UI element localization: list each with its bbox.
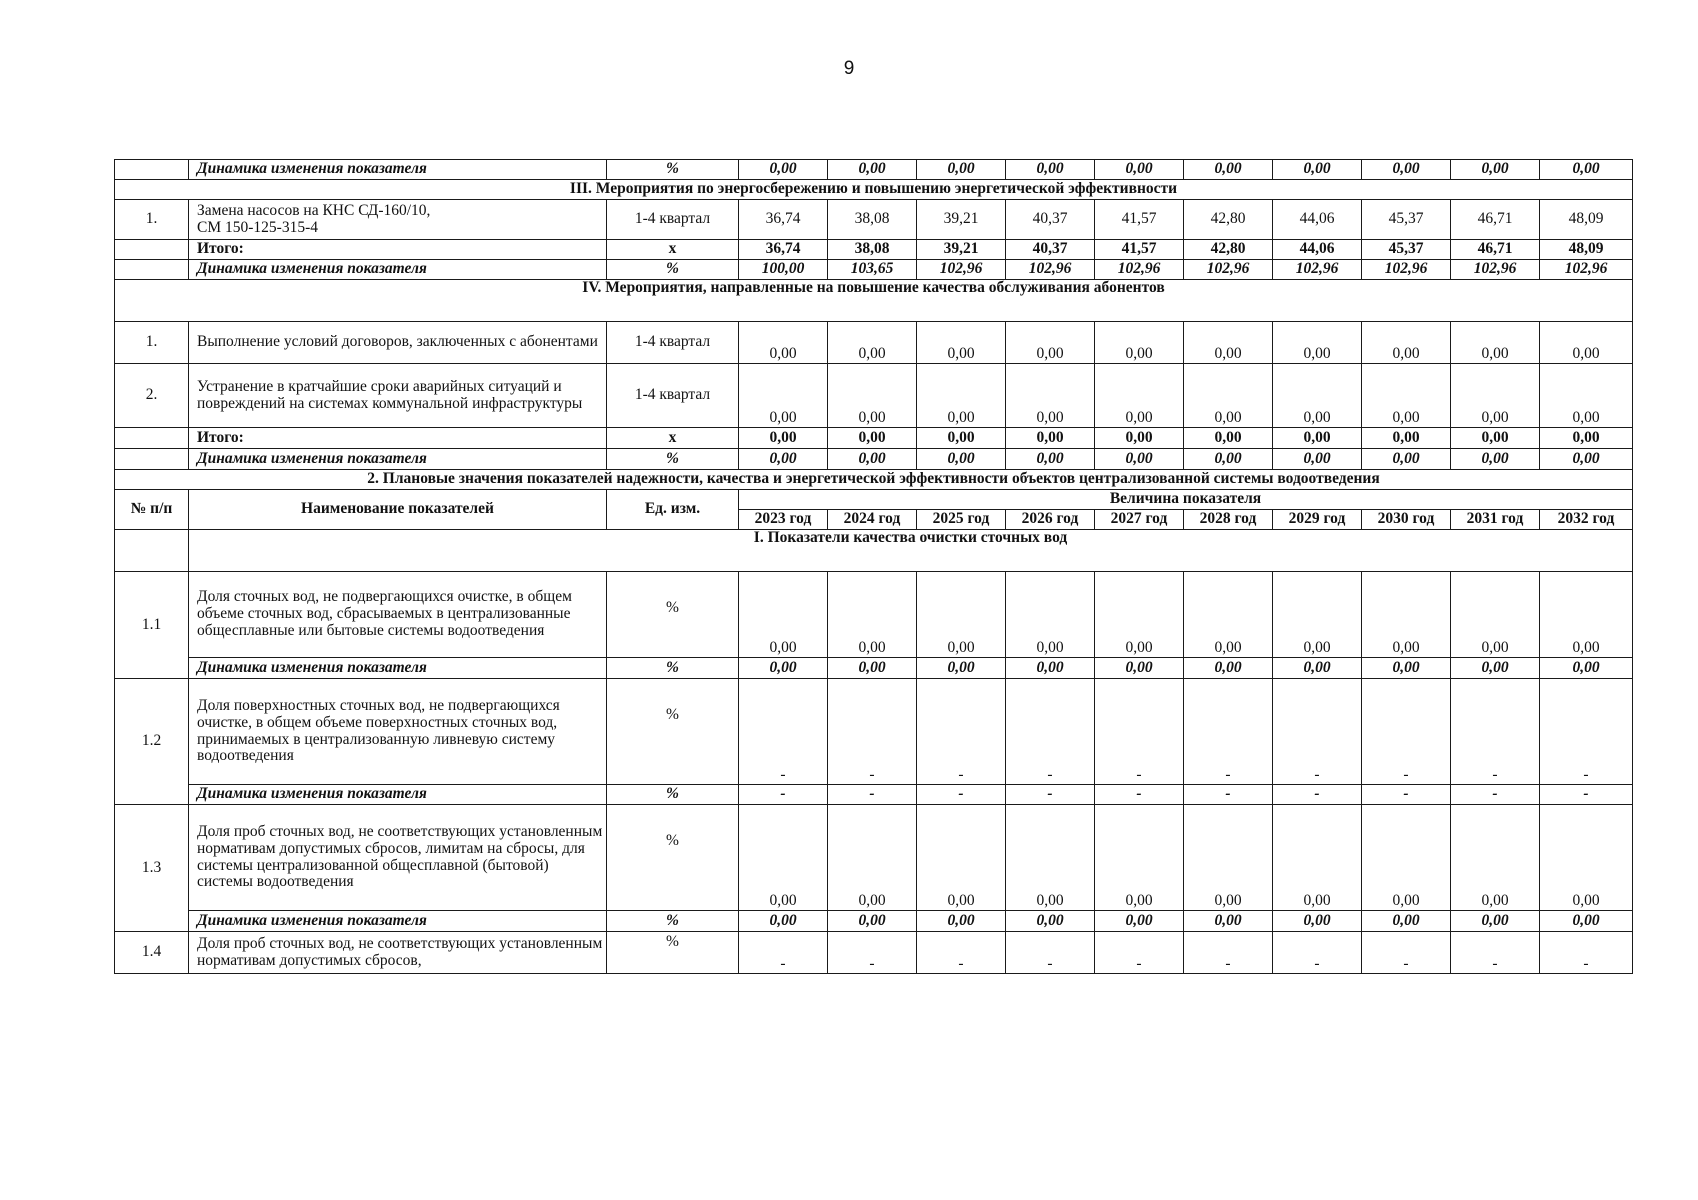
value-cell: 0,00 bbox=[917, 572, 1006, 658]
indicator-name: Доля проб сточных вод, не соответствующих установленным нормативам допустимых сбросов, лимитам на сбросы, для системы централизованной общесплавной (бытовой) системы водоотведения bbox=[189, 805, 607, 911]
unit-cell: 1-4 квартал bbox=[607, 200, 739, 240]
value-cell: 0,00 bbox=[1362, 160, 1451, 180]
value-cell: 41,57 bbox=[1095, 200, 1184, 240]
value-cell: 0,00 bbox=[739, 428, 828, 449]
year-header-cell: 2029 год bbox=[1273, 510, 1362, 530]
value-cell: 0,00 bbox=[1006, 449, 1095, 470]
value-cell: - bbox=[1362, 785, 1451, 805]
value-cell: 0,00 bbox=[1362, 572, 1451, 658]
page-number: 9 bbox=[843, 58, 855, 79]
value-cell: 100,00 bbox=[739, 260, 828, 280]
indicator-name: Доля проб сточных вод, не соответствующих установленным нормативам допустимых сбросов, bbox=[189, 932, 607, 974]
value-cell: 0,00 bbox=[917, 658, 1006, 679]
value-cell: 0,00 bbox=[739, 364, 828, 428]
value-cell: 0,00 bbox=[1006, 658, 1095, 679]
value-cell: 0,00 bbox=[828, 805, 917, 911]
value-cell: - bbox=[1095, 932, 1184, 974]
value-cell: - bbox=[1451, 785, 1540, 805]
value-cell: 0,00 bbox=[1006, 364, 1095, 428]
value-cell: - bbox=[1006, 932, 1095, 974]
value-cell: 102,96 bbox=[1540, 260, 1633, 280]
dynamics-label: Динамика изменения показателя bbox=[189, 785, 607, 805]
value-cell: 0,00 bbox=[828, 658, 917, 679]
value-cell: 0,00 bbox=[1540, 805, 1633, 911]
value-cell: 0,00 bbox=[1095, 572, 1184, 658]
value-cell: - bbox=[1451, 679, 1540, 785]
value-cell: 102,96 bbox=[1006, 260, 1095, 280]
value-cell: - bbox=[1540, 932, 1633, 974]
part-title-row bbox=[115, 470, 1633, 490]
value-cell: 0,00 bbox=[739, 805, 828, 911]
measure-row bbox=[115, 364, 1633, 428]
indicator-row bbox=[115, 679, 1633, 785]
value-cell: 0,00 bbox=[828, 572, 917, 658]
value-cell: 42,80 bbox=[1184, 200, 1273, 240]
indicator-name: Выполнение условий договоров, заключенных с абонентами bbox=[189, 322, 607, 364]
value-cell: 41,57 bbox=[1095, 240, 1184, 260]
value-cell: 0,00 bbox=[1184, 911, 1273, 932]
value-cell: 102,96 bbox=[1273, 260, 1362, 280]
unit-cell: % bbox=[607, 572, 739, 658]
value-cell: 0,00 bbox=[1006, 572, 1095, 658]
value-cell: 0,00 bbox=[1362, 805, 1451, 911]
unit-cell: % bbox=[607, 932, 739, 974]
value-cell: 0,00 bbox=[1540, 911, 1633, 932]
value-cell: 0,00 bbox=[1184, 805, 1273, 911]
value-cell: 0,00 bbox=[739, 160, 828, 180]
value-cell: 0,00 bbox=[1184, 322, 1273, 364]
dynamics-row bbox=[115, 260, 1633, 280]
value-cell: 0,00 bbox=[1095, 449, 1184, 470]
value-cell: 36,74 bbox=[739, 240, 828, 260]
value-cell: 0,00 bbox=[739, 449, 828, 470]
value-cell: - bbox=[917, 679, 1006, 785]
value-cell: 0,00 bbox=[1451, 160, 1540, 180]
value-cell: - bbox=[739, 679, 828, 785]
value-cell: 44,06 bbox=[1273, 200, 1362, 240]
value-cell: 0,00 bbox=[1184, 160, 1273, 180]
value-cell: - bbox=[739, 932, 828, 974]
year-header-cell: 2031 год bbox=[1451, 510, 1540, 530]
dynamics-label: Динамика изменения показателя bbox=[189, 658, 607, 679]
value-cell: 0,00 bbox=[1451, 911, 1540, 932]
value-cell: 48,09 bbox=[1540, 240, 1633, 260]
value-cell: 0,00 bbox=[1273, 911, 1362, 932]
value-cell: 48,09 bbox=[1540, 200, 1633, 240]
value-cell: 0,00 bbox=[1540, 322, 1633, 364]
value-cell: 0,00 bbox=[1362, 364, 1451, 428]
value-cell: 45,37 bbox=[1362, 200, 1451, 240]
total-row bbox=[115, 240, 1633, 260]
value-cell: 0,00 bbox=[917, 805, 1006, 911]
value-cell: - bbox=[1273, 679, 1362, 785]
value-cell: 0,00 bbox=[1273, 449, 1362, 470]
value-cell: 0,00 bbox=[1451, 658, 1540, 679]
value-cell: 0,00 bbox=[1451, 805, 1540, 911]
unit-cell: % bbox=[607, 449, 739, 470]
value-cell: - bbox=[1362, 679, 1451, 785]
row-number-cell bbox=[115, 449, 189, 470]
value-cell: 0,00 bbox=[1006, 805, 1095, 911]
row-number-cell: 1.2 bbox=[115, 679, 189, 805]
header-name: Наименование показателей bbox=[189, 490, 607, 530]
value-cell: - bbox=[1095, 785, 1184, 805]
value-cell: 0,00 bbox=[1451, 322, 1540, 364]
value-cell: 0,00 bbox=[828, 911, 917, 932]
part-title: 2. Плановые значения показателей надежности, качества и энергетической эффективности объектов централизованной системы водоотведения bbox=[115, 470, 1633, 490]
indicator-row bbox=[115, 572, 1633, 658]
value-cell: - bbox=[1006, 679, 1095, 785]
value-cell: 0,00 bbox=[1095, 364, 1184, 428]
value-cell: 0,00 bbox=[828, 449, 917, 470]
value-cell: 0,00 bbox=[1362, 428, 1451, 449]
value-cell: - bbox=[1273, 785, 1362, 805]
row-number-cell: 1.3 bbox=[115, 805, 189, 932]
value-cell: - bbox=[1184, 932, 1273, 974]
value-cell: - bbox=[828, 785, 917, 805]
value-cell: 0,00 bbox=[1095, 428, 1184, 449]
value-cell: 0,00 bbox=[1184, 572, 1273, 658]
row-number-cell bbox=[115, 428, 189, 449]
value-cell: 40,37 bbox=[1006, 200, 1095, 240]
year-header-cell: 2025 год bbox=[917, 510, 1006, 530]
unit-cell: % bbox=[607, 805, 739, 911]
section-header-row bbox=[115, 180, 1633, 200]
value-cell: 0,00 bbox=[1273, 805, 1362, 911]
value-cell: 0,00 bbox=[739, 911, 828, 932]
dynamics-label: Динамика изменения показателя bbox=[189, 449, 607, 470]
value-cell: 46,71 bbox=[1451, 200, 1540, 240]
value-cell: 0,00 bbox=[1362, 911, 1451, 932]
row-number-cell bbox=[115, 260, 189, 280]
year-header-cell: 2023 год bbox=[739, 510, 828, 530]
unit-cell: 1-4 квартал bbox=[607, 364, 739, 428]
unit-cell: % bbox=[607, 911, 739, 932]
value-cell: 0,00 bbox=[828, 428, 917, 449]
value-cell: - bbox=[828, 932, 917, 974]
value-cell: - bbox=[739, 785, 828, 805]
value-cell: 39,21 bbox=[917, 200, 1006, 240]
value-cell: 102,96 bbox=[1095, 260, 1184, 280]
row-number-cell bbox=[115, 160, 189, 180]
row-number-cell: 1. bbox=[115, 200, 189, 240]
value-cell: 0,00 bbox=[828, 160, 917, 180]
value-cell: 0,00 bbox=[1095, 658, 1184, 679]
unit-cell: % bbox=[607, 785, 739, 805]
indicator-name: Замена насосов на КНС СД-160/10, СМ 150-125-315-4 bbox=[189, 200, 607, 240]
unit-cell: х bbox=[607, 240, 739, 260]
value-cell: 0,00 bbox=[1362, 658, 1451, 679]
unit-cell: % bbox=[607, 679, 739, 785]
value-cell: - bbox=[1095, 679, 1184, 785]
value-cell: - bbox=[1184, 785, 1273, 805]
value-cell: 0,00 bbox=[1540, 658, 1633, 679]
column-header-row bbox=[115, 490, 1633, 510]
value-cell: - bbox=[1184, 679, 1273, 785]
value-cell: 0,00 bbox=[917, 364, 1006, 428]
value-cell: 0,00 bbox=[828, 364, 917, 428]
dynamics-row bbox=[115, 785, 1633, 805]
value-cell: - bbox=[917, 932, 1006, 974]
value-cell: 38,08 bbox=[828, 240, 917, 260]
value-cell: 102,96 bbox=[1451, 260, 1540, 280]
value-cell: 0,00 bbox=[1540, 160, 1633, 180]
year-header-cell: 2026 год bbox=[1006, 510, 1095, 530]
value-cell: 0,00 bbox=[917, 428, 1006, 449]
dynamics-row bbox=[115, 160, 1633, 180]
empty-cell bbox=[115, 530, 189, 572]
value-cell: 0,00 bbox=[828, 322, 917, 364]
value-cell: 0,00 bbox=[739, 658, 828, 679]
year-header-cell: 2028 год bbox=[1184, 510, 1273, 530]
value-cell: 0,00 bbox=[1273, 322, 1362, 364]
value-cell: 0,00 bbox=[917, 160, 1006, 180]
value-cell: - bbox=[1540, 785, 1633, 805]
indicator-name: Доля поверхностных сточных вод, не подвергающихся очистке, в общем объеме поверхностных сточных вод, принимаемых в централизованную ливневую систему водоотведения bbox=[189, 679, 607, 785]
row-number-cell bbox=[115, 240, 189, 260]
value-cell: - bbox=[1540, 679, 1633, 785]
value-cell: 0,00 bbox=[1095, 805, 1184, 911]
value-cell: 0,00 bbox=[917, 322, 1006, 364]
unit-cell: % bbox=[607, 160, 739, 180]
header-unit: Ед. изм. bbox=[607, 490, 739, 530]
value-cell: 0,00 bbox=[1273, 658, 1362, 679]
section-title: I. Показатели качества очистки сточных вод bbox=[189, 530, 1633, 572]
section-title: III. Мероприятия по энергосбережению и повышению энергетической эффективности bbox=[115, 180, 1633, 200]
value-cell: 46,71 bbox=[1451, 240, 1540, 260]
value-cell: 0,00 bbox=[739, 572, 828, 658]
dynamics-label: Динамика изменения показателя bbox=[189, 911, 607, 932]
header-value: Величина показателя bbox=[739, 490, 1633, 510]
value-cell: 103,65 bbox=[828, 260, 917, 280]
value-cell: - bbox=[917, 785, 1006, 805]
row-number-cell: 1.1 bbox=[115, 572, 189, 679]
value-cell: 102,96 bbox=[917, 260, 1006, 280]
value-cell: - bbox=[1273, 932, 1362, 974]
value-cell: 0,00 bbox=[1095, 322, 1184, 364]
value-cell: 0,00 bbox=[1540, 364, 1633, 428]
unit-cell: х bbox=[607, 428, 739, 449]
dynamics-label: Динамика изменения показателя bbox=[189, 260, 607, 280]
row-number-cell: 1.4 bbox=[115, 932, 189, 974]
dynamics-row bbox=[115, 449, 1633, 470]
value-cell: 38,08 bbox=[828, 200, 917, 240]
value-cell: 102,96 bbox=[1184, 260, 1273, 280]
unit-cell: % bbox=[607, 260, 739, 280]
value-cell: 42,80 bbox=[1184, 240, 1273, 260]
value-cell: 0,00 bbox=[1184, 658, 1273, 679]
value-cell: 0,00 bbox=[1362, 322, 1451, 364]
unit-cell: % bbox=[607, 658, 739, 679]
value-cell: 0,00 bbox=[1540, 572, 1633, 658]
value-cell: 0,00 bbox=[1273, 364, 1362, 428]
value-cell: 0,00 bbox=[1006, 911, 1095, 932]
value-cell: 39,21 bbox=[917, 240, 1006, 260]
indicator-row bbox=[115, 932, 1633, 974]
value-cell: 0,00 bbox=[1451, 428, 1540, 449]
value-cell: - bbox=[1006, 785, 1095, 805]
value-cell: 40,37 bbox=[1006, 240, 1095, 260]
value-cell: 0,00 bbox=[917, 911, 1006, 932]
value-cell: - bbox=[828, 679, 917, 785]
value-cell: 0,00 bbox=[1451, 364, 1540, 428]
dynamics-row bbox=[115, 911, 1633, 932]
value-cell: 0,00 bbox=[1451, 449, 1540, 470]
row-number-cell: 2. bbox=[115, 364, 189, 428]
section-header-row bbox=[115, 280, 1633, 322]
value-cell: 102,96 bbox=[1362, 260, 1451, 280]
unit-cell: 1-4 квартал bbox=[607, 322, 739, 364]
measure-row bbox=[115, 200, 1633, 240]
value-cell: 0,00 bbox=[1006, 322, 1095, 364]
dynamics-label: Динамика изменения показателя bbox=[189, 160, 607, 180]
total-label: Итого: bbox=[189, 240, 607, 260]
value-cell: 0,00 bbox=[1095, 160, 1184, 180]
indicators-table bbox=[114, 159, 1633, 974]
total-row bbox=[115, 428, 1633, 449]
value-cell: 0,00 bbox=[1184, 449, 1273, 470]
value-cell: 0,00 bbox=[1095, 911, 1184, 932]
total-label: Итого: bbox=[189, 428, 607, 449]
value-cell: 0,00 bbox=[1184, 428, 1273, 449]
value-cell: 0,00 bbox=[1273, 428, 1362, 449]
value-cell: 44,06 bbox=[1273, 240, 1362, 260]
value-cell: 0,00 bbox=[1451, 572, 1540, 658]
value-cell: - bbox=[1362, 932, 1451, 974]
value-cell: 0,00 bbox=[917, 449, 1006, 470]
value-cell: 0,00 bbox=[1362, 449, 1451, 470]
value-cell: 0,00 bbox=[739, 322, 828, 364]
value-cell: 0,00 bbox=[1273, 572, 1362, 658]
value-cell: 0,00 bbox=[1006, 428, 1095, 449]
value-cell: 0,00 bbox=[1540, 428, 1633, 449]
indicator-name: Устранение в кратчайшие сроки аварийных ситуаций и повреждений на системах коммунальной инфраструктуры bbox=[189, 364, 607, 428]
value-cell: 45,37 bbox=[1362, 240, 1451, 260]
value-cell: 0,00 bbox=[1184, 364, 1273, 428]
dynamics-row bbox=[115, 658, 1633, 679]
value-cell: - bbox=[1451, 932, 1540, 974]
indicator-name: Доля сточных вод, не подвергающихся очистке, в общем объеме сточных вод, сбрасываемых в централизованные общесплавные или бытовые системы водоотведения bbox=[189, 572, 607, 658]
value-cell: 0,00 bbox=[1006, 160, 1095, 180]
section-title: IV. Мероприятия, направленные на повышение качества обслуживания абонентов bbox=[115, 280, 1633, 322]
section-header-row bbox=[115, 530, 1633, 572]
year-header-cell: 2027 год bbox=[1095, 510, 1184, 530]
measure-row bbox=[115, 322, 1633, 364]
value-cell: 36,74 bbox=[739, 200, 828, 240]
year-header-cell: 2030 год bbox=[1362, 510, 1451, 530]
value-cell: 0,00 bbox=[1273, 160, 1362, 180]
header-num: № п/п bbox=[115, 490, 189, 530]
year-header-cell: 2032 год bbox=[1540, 510, 1633, 530]
indicator-row bbox=[115, 805, 1633, 911]
value-cell: 0,00 bbox=[1540, 449, 1633, 470]
row-number-cell: 1. bbox=[115, 322, 189, 364]
year-header-cell: 2024 год bbox=[828, 510, 917, 530]
